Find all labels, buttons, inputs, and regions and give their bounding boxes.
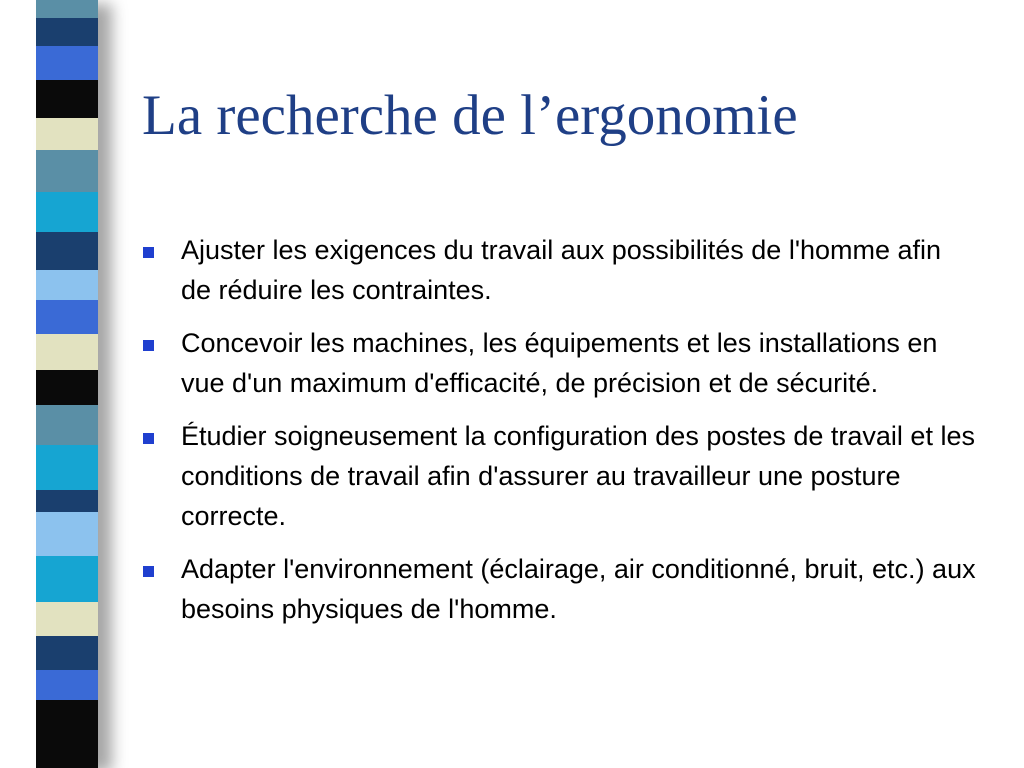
square-bullet-icon (143, 340, 154, 351)
bullet-item (142, 323, 951, 403)
stripe-segment (36, 490, 98, 512)
stripe-segment (36, 150, 98, 192)
stripe-segment (36, 700, 98, 768)
bullet-list (142, 230, 1002, 642)
stripe-segment (36, 670, 98, 700)
bullet-item (142, 230, 961, 310)
stripe-segment (36, 512, 98, 556)
stripe-segment (36, 270, 98, 300)
stripe-segment (36, 232, 98, 270)
bullet-text: Concevoir les machines, les équipements et les installations en vue d'un maximum d'efficacité, de précision et de sécurité. (181, 328, 938, 398)
stripe-segment (36, 445, 98, 490)
stripe-segment (36, 334, 98, 370)
bullet-text: Étudier soigneusement la configuration des postes de travail et les conditions de travail afin d'assurer au travailleur une posture correcte. (181, 421, 975, 531)
stripe-segment (36, 556, 98, 602)
bullet-text: Adapter l'environnement (éclairage, air conditionné, bruit, etc.) aux besoins physiques de l'homme. (181, 554, 976, 624)
bullet-item (142, 549, 981, 629)
slide-title: La recherche de l’ergonomie (142, 84, 798, 147)
stripe-segment (36, 602, 98, 636)
stripe-segment (36, 405, 98, 445)
stripe-segment (36, 636, 98, 670)
square-bullet-icon (143, 566, 154, 577)
bullet-text: Ajuster les exigences du travail aux possibilités de l'homme afin de réduire les contraintes. (181, 235, 942, 305)
decorative-stripe-bar (36, 0, 98, 768)
stripe-segment (36, 370, 98, 405)
stripe-segment (36, 192, 98, 232)
stripe-segment (36, 46, 98, 80)
stripe-segment (36, 80, 98, 118)
bullet-item (142, 416, 1001, 536)
stripe-segment (36, 300, 98, 334)
square-bullet-icon (143, 247, 154, 258)
square-bullet-icon (143, 433, 154, 444)
stripe-segment (36, 18, 98, 46)
stripe-segment (36, 0, 98, 18)
stripe-segment (36, 118, 98, 150)
